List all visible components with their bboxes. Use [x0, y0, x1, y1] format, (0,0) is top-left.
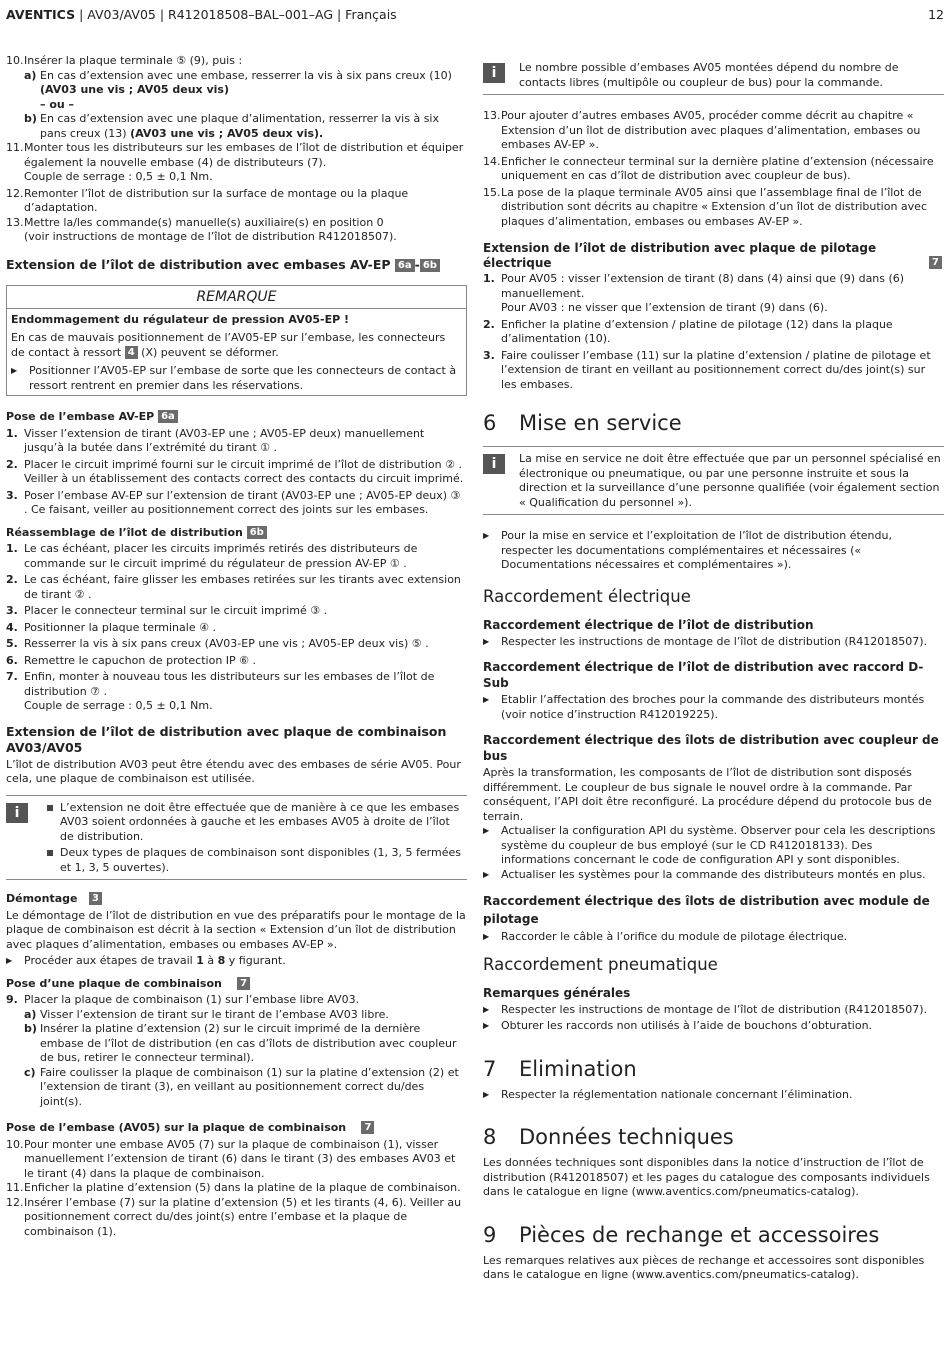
list-item: 10. Pour monter une embase AV05 (7) sur la plaque de combinaison (1), visser manuellement l’extension de tirant (6) dans le tirant (3) des embases AV03 et le tirant (4) dans la plaque de combinaison. [6, 1137, 456, 1180]
ext-pil-heading: Extension de l’îlot de distribution avec plaque de pilotage électrique 7 [483, 241, 944, 270]
remark-box [6, 285, 467, 397]
section-7-heading: 7 Elimination [483, 1056, 637, 1081]
arrow-icon: ▶ [483, 826, 490, 835]
info-box: i La mise en service ne doit être effectuée que par un personnel spécialisé en électronique ou pneumatique, ou par une personne instruite et sous la direction et la surveillance d’une personne qualifiée (voir également section « Qualification du personnel »). [483, 446, 944, 515]
arrow-icon: ▶ [483, 695, 490, 704]
list-item: 3. Placer le connecteur terminal sur le circuit imprimé ③ . [6, 604, 328, 617]
rg-action-2: ▶ Obturer les raccords non utilisés à l’aide de bouchons d’obturation. [483, 1019, 873, 1032]
remark-title: REMARQUE [7, 286, 466, 309]
remark-action: ▶ Positionner l’AV05-EP sur l’embase de sorte que les connecteurs de contact à ressort rentrent en premier dans les réservations. [11, 364, 457, 392]
list-item: 1. Le cas échéant, placer les circuits imprimés retirés des distributeurs de commande sur le circuit imprimé du régulateur de pression AV-EP ① . [6, 542, 418, 570]
step-9: 9. Placer la plaque de combinaison (1) sur l’embase libre AV03. [6, 993, 360, 1006]
page-number: 12 [928, 7, 944, 22]
section-6-heading: 6 Mise en service [483, 411, 682, 435]
technical-data-text: Les données techniques sont disponibles dans la notice d’instruction de l’îlot de distribution (R412018507) et les pages du catalogue des composants individuels dans le catalogue en ligne (www.aventics.com/pneumatics-catalog). [483, 1156, 930, 1198]
step-9c: c) Faire coulisser la plaque de combinaison (1) sur la platine d’extension (2) et l’extension de tirant (3), en veillant au positionnement correct du/des joint(s). [24, 1065, 459, 1108]
page-header [6, 6, 944, 24]
info-icon: i [483, 454, 505, 474]
list-item: 11. Enficher la platine d’extension (5) dans la platine de la plaque de combinaison. [6, 1181, 461, 1194]
remark-text: En cas de mauvais positionnement de l’AV05-EP sur l’embase, les connecteurs de contact à ressort 4 (X) peuvent se déformer. [11, 331, 446, 359]
step-10b: b) En cas d’extension avec une plaque d’alimentation, resserrer la vis à six pans creux (13) (AV03 une vis ; AV05 deux vis). [24, 112, 440, 140]
pneumatic-connection-heading: Raccordement pneumatique [483, 954, 718, 974]
right-column [483, 56, 944, 1283]
doc-reference: | AV03/AV05 | R412018508–BAL–001–AG | Français [75, 7, 397, 22]
square-bullet-icon [40, 801, 60, 845]
list-item: 3. Faire coulisser l’embase (11) sur la platine d’extension / platine de pilotage et l’extension de tirant en veillant au positionnement correct du/des joint(s) sur les embases. [483, 348, 931, 391]
list-item: 12. Insérer l’embase (7) sur la platine d’extension (5) et les tirants (4, 6). Veiller au positionnement correct du/des joint(s) entre l’embase et la plaque de combinaison (1). [6, 1195, 462, 1238]
list-item: 3. Poser l’embase AV-EP sur l’extension de tirant (AV03-EP une ; AV05-EP deux) ③ . Ce faisant, veiller au positionnement correct des joints sur les embases. [6, 488, 461, 516]
list-item: 13. Pour ajouter d’autres embases AV05, procéder comme décrit au chapitre « Extension d’un îlot de distribution avec plaques d’alimentation, embases ou embases AV-EP ». [483, 109, 921, 151]
step-11: 11. Monter tous les distributeurs sur les embases de l’îlot de distribution et équiper également la nouvelle embase (4) de distributeurs (7). Couple de serrage : 0,5 ± 0,1 Nm. [6, 141, 464, 183]
arrow-icon: ▶ [6, 956, 13, 965]
r4-heading: Raccordement électrique des îlots de distribution avec module de pilotage [483, 894, 930, 926]
list-item: 6. Remettre le capuchon de protection IP ⑥ . [6, 653, 257, 667]
figure-ref-badge: 6a [395, 259, 415, 272]
list-item: L’extension ne doit être effectuée que de manière à ce que les embases AV03 soient ordonnées à gauche et les embases AV05 à droite de l’îlot de distribution. [40, 801, 467, 845]
left-column [6, 54, 467, 1239]
r3-action-2: ▶ Actualiser les systèmes pour la commande des distributeurs montés en plus. [483, 867, 926, 881]
figure-ref-badge: 7 [237, 977, 250, 990]
figure-ref-badge: 4 [125, 346, 138, 359]
section-ext-comb-heading: Extension de l’îlot de distribution avec plaque de combinaison AV03/AV05 [6, 723, 447, 755]
section-8-heading: 8 Données techniques [483, 1125, 734, 1149]
step-9b: b) Insérer la platine d’extension (2) sur le circuit imprimé de la dernière embase de l’îlot de distribution (en cas d’îlots de distribution avec coupleur de bus, retirer le connecteur terminal). [24, 1022, 457, 1064]
figure-ref-badge: 6a [158, 410, 178, 423]
info-icon: i [483, 63, 505, 83]
arrow-icon: ▶ [483, 1021, 490, 1030]
info-box: i Le nombre possible d’embases AV05 montées dépend du nombre de contacts libres (multipôle ou coupleur de bus) pour la commande. [483, 56, 944, 95]
arrow-icon: ▶ [483, 932, 490, 941]
pose-ep-heading: Pose de l’embase AV-EP 6a [6, 410, 467, 425]
step-12: 12. Remonter l’îlot de distribution sur la surface de montage ou la plaque d’adaptation. [6, 186, 409, 214]
demont-action: ▶ Procéder aux étapes de travail 1 à 8 y figurant. [6, 954, 286, 967]
step-10a: a) En cas d’extension avec une embase, resserrer la vis à six pans creux (10) (AV03 une vis ; AV05 deux vis) [24, 68, 452, 96]
arrow-icon: ▶ [483, 1089, 490, 1099]
info-box [6, 795, 467, 881]
section-9-heading: 9 Pièces de rechange et accessoires [483, 1222, 880, 1247]
arrow-icon: ▶ [483, 869, 490, 879]
list-item: 1. Pour AV05 : visser l’extension de tirant (8) dans (4) ainsi que (9) dans (6) manuellement. Pour AV03 : ne visser que l’extension de tirant (9) dans (6). [483, 272, 905, 314]
disposal-action: ▶ Respecter la réglementation nationale concernant l’élimination. [483, 1087, 853, 1101]
demont-text: Le démontage de l’îlot de distribution en vue des préparatifs pour le montage de la plaque de combinaison est décrit à la section « Extension d’un îlot de distribution avec plaques d’alimentation, embases ou embases AV-EP ». [6, 908, 466, 951]
figure-ref-badge: 7 [361, 1121, 374, 1134]
r1-action: ▶ Respecter les instructions de montage de l’îlot de distribution (R412018507). [483, 634, 928, 648]
r4-action: ▶ Raccorder le câble à l’orifice du module de pilotage électrique. [483, 930, 848, 943]
list-item: Deux types de plaques de combinaison sont disponibles (1, 3, 5 fermées et 1, 3, 5 ouvertes). [40, 846, 467, 875]
list-item: 15. La pose de la plaque terminale AV05 ainsi que l’assemblage final de l’îlot de distribution sont décrits au chapitre « Extension d’un îlot de distribution avec plaques d’alimentation, embases ou embases AV-EP ». [483, 185, 927, 228]
arrow-icon: ▶ [483, 636, 490, 646]
or-separator: – ou – [40, 97, 75, 111]
figure-ref-badge: 6b [247, 526, 267, 539]
arrow-icon: ▶ [483, 1004, 490, 1014]
r3-action-1: ▶ Actualiser la configuration API du système. Observer pour cela les descriptions système du coupleur de bus employé (sur le CD R412018133). Des informations concernant le code de configuration API y sont disponibles. [483, 824, 936, 866]
r3-text: Après la transformation, les composants de l’îlot de distribution sont disposés différemment. Le coupleur de bus signale le nouvel ordre à la commande. Par conséquent, l’API doit être reconfiguré. La procédure dépend du protocole bus de terrain. [483, 766, 932, 823]
step-9a: a) Visser l’extension de tirant sur le tirant de l’embase AV03 libre. [24, 1007, 389, 1021]
figure-ref-badge: 7 [929, 256, 942, 269]
square-bullet-icon [40, 846, 60, 875]
list-item: 4. Positionner la plaque terminale ④ . [6, 620, 216, 634]
arrow-icon: ▶ [483, 531, 490, 540]
list-item: 1. Visser l’extension de tirant (AV03-EP une ; AV05-EP deux) manuellement jusqu’à la butée dans l’extrémité du tirant ① . [6, 426, 425, 454]
step-13: 13. Mettre la/les commande(s) manuelle(s) auxiliaire(s) en position 0 (voir instructions de montage de l’îlot de distribution R412018507). [6, 215, 397, 243]
remark-heading: Endommagement du régulateur de pression AV05-EP ! [11, 312, 350, 326]
list-item: 2. Placer le circuit imprimé fourni sur le circuit imprimé de l’îlot de distribution ② . Veiller à un établissement des contacts correct des contacts du circuit imprimé. [6, 457, 464, 485]
list-item: 5. Resserrer la vis à six pans creux (AV03-EP une vis ; AV05-EP deux vis) ⑤ . [6, 637, 429, 650]
list-item: 14. Enficher le connecteur terminal sur la dernière platine d’extension (nécessaire uniquement en cas d’îlot de distribution avec coupleur de bus). [483, 154, 934, 182]
demont-heading: Démontage 3 [6, 892, 467, 907]
electrical-connection-heading: Raccordement électrique [483, 586, 691, 606]
r1-heading: Raccordement électrique de l’îlot de distribution [483, 617, 814, 632]
step-10: 10. Insérer la plaque terminale ⑤ (9), puis : [6, 54, 243, 67]
r2-heading: Raccordement électrique de l’îlot de distribution avec raccord D-Sub [483, 660, 924, 690]
section-ext-ep-heading: Extension de l’îlot de distribution avec embases AV-EP 6a - 6b [6, 257, 467, 273]
list-item: 2. Enficher la platine d’extension / platine de pilotage (12) dans la plaque d’alimentation (10). [483, 317, 893, 345]
figure-ref-badge: 3 [89, 892, 102, 905]
rg-action-1: ▶ Respecter les instructions de montage de l’îlot de distribution (R412018507). [483, 1002, 928, 1016]
r3-heading: Raccordement électrique des îlots de distribution avec coupleur de bus [483, 733, 939, 763]
general-remarks-heading: Remarques générales [483, 985, 631, 1000]
brand-name: AVENTICS [6, 7, 76, 22]
reassembly-heading: Réassemblage de l’îlot de distribution 6b [6, 526, 467, 541]
ext-comb-text: L’îlot de distribution AV03 peut être étendu avec des embases de série AV05. Pour cela, une plaque de combinaison est utilisée. [6, 757, 461, 785]
pose-av05-heading: Pose de l’embase (AV05) sur la plaque de combinaison 7 [6, 1121, 467, 1136]
spare-parts-text: Les remarques relatives aux pièces de rechange et accessoires sont disponibles dans le catalogue en ligne (www.aventics.com/pneumatics-catalog). [483, 1253, 925, 1281]
info-icon: i [6, 803, 28, 823]
pose-comb-heading: Pose d’une plaque de combinaison 7 [6, 977, 467, 992]
commissioning-action: ▶ Pour la mise en service et l’exploitation de l’îlot de distribution étendu, respecter les documentations complémentaires et nécessaires (« Documentations nécessaires et complémentaires »). [483, 529, 892, 571]
list-item: 2. Le cas échéant, faire glisser les embases retirées sur les tirants avec extension de tirant ② . [6, 573, 461, 601]
r2-action: ▶ Etablir l’affectation des broches pour la commande des distributeurs montés (voir notice d’instruction R412019225). [483, 693, 925, 721]
list-item: 7. Enfin, monter à nouveau tous les distributeurs sur les embases de l’îlot de distribution ⑦ . Couple de serrage : 0,5 ± 0,1 Nm. [6, 670, 435, 712]
arrow-icon: ▶ [11, 366, 18, 375]
figure-ref-badge: 6b [420, 259, 440, 272]
